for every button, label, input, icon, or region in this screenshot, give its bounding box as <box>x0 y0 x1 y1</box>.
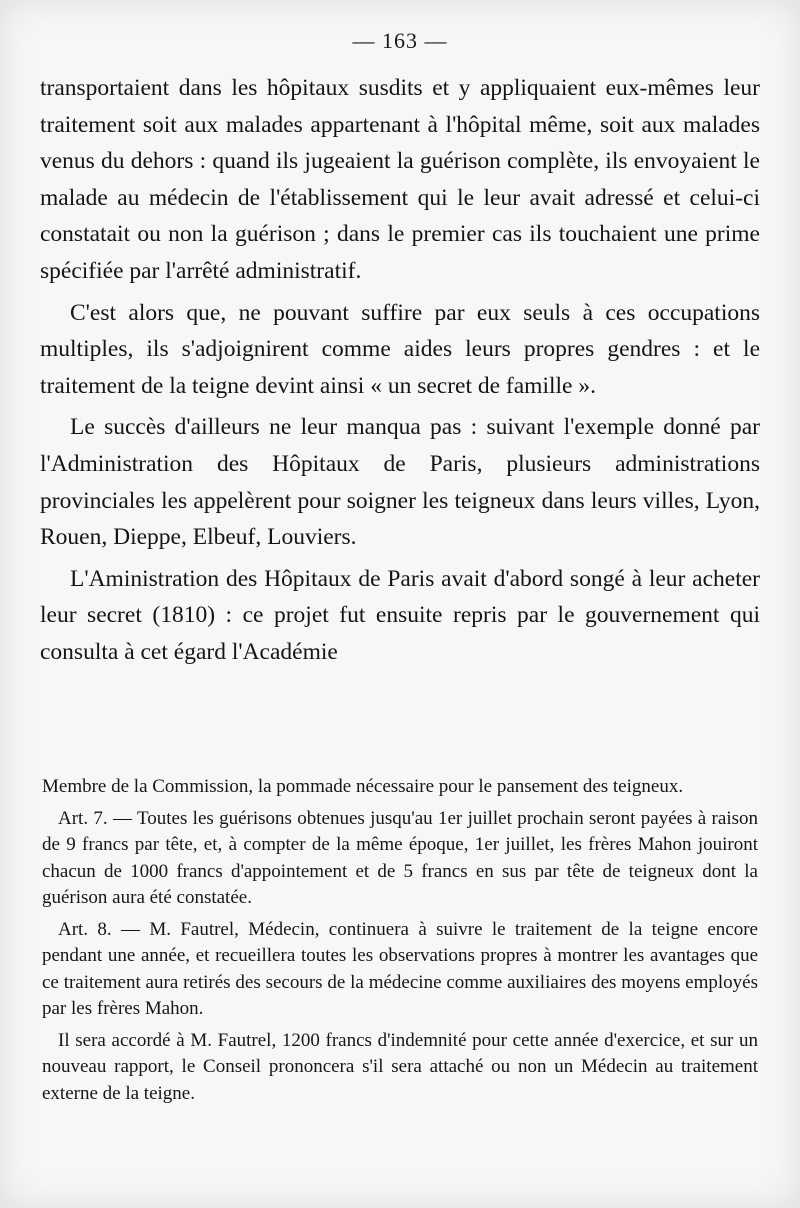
paragraph-4: L'Aministration des Hôpitaux de Paris avait d'abord songé à leur acheter leur secret (1810) : ce projet fut ensuite repris par le gouvernement qui consulta à cet égard l'Académie <box>40 565 760 665</box>
page-number: — 163 — <box>352 28 448 53</box>
paragraph-1: transportaient dans les hôpitaux susdits et y appliquaient eux-mêmes leur traitement soit aux malades appartenant à l'hôpital même, soit aux malades venus du dehors : quand ils jugeaient la guérison complète, ils envoyaient le malade au médecin de l'établissement qui le leur avait adressé et celui-ci constatait ou non la guérison ; dans le premier cas ils touchaient une prime spécifiée par l'arrêté administratif. <box>40 75 760 284</box>
footnote-article-7: Art. 7. — Toutes les guérisons obtenues jusqu'au 1er juillet prochain seront payées à raison de 9 francs par tête, et, à compter de la même époque, 1er juillet, les frères Mahon jouiront chacun de 1000 francs d'appointement et de 5 francs en sus par tête de teigneux dont la guérison aura été constatée. <box>42 807 758 908</box>
footnote-line-1: Membre de la Commission, la pommade nécessaire pour le pansement des teigneux. <box>42 776 684 797</box>
footnote-block <box>42 774 758 1112</box>
main-text <box>40 70 760 676</box>
footnote-indemnity: Il sera accordé à M. Fautrel, 1200 francs d'indemnité pour cette année d'exercice, et sur un nouveau rapport, le Conseil prononcera s'il sera attaché ou non un Médecin au traitement externe de la teigne. <box>42 1029 758 1104</box>
paragraph-2: C'est alors que, ne pouvant suffire par eux seuls à ces occupations multiples, ils s'adjoignirent comme aides leurs propres gendres : et le traitement de la teigne devint ainsi « un secret de famille ». <box>40 299 760 399</box>
paragraph-3: Le succès d'ailleurs ne leur manqua pas : suivant l'exemple donné par l'Administration des Hôpitaux de Paris, plusieurs administrations provinciales les appelèrent pour soigner les teigneux dans leurs villes, Lyon, Rouen, Dieppe, Elbeuf, Louviers. <box>40 414 760 551</box>
footnote-article-8: Art. 8. — M. Fautrel, Médecin, continuera à suivre le traitement de la teigne encore pendant une année, et recueillera toutes les observations propres à montrer les avantages que ce traitement aura retirés des secours de la médecine comme auxiliaires des moyens employés par les frères Mahon. <box>42 918 758 1019</box>
